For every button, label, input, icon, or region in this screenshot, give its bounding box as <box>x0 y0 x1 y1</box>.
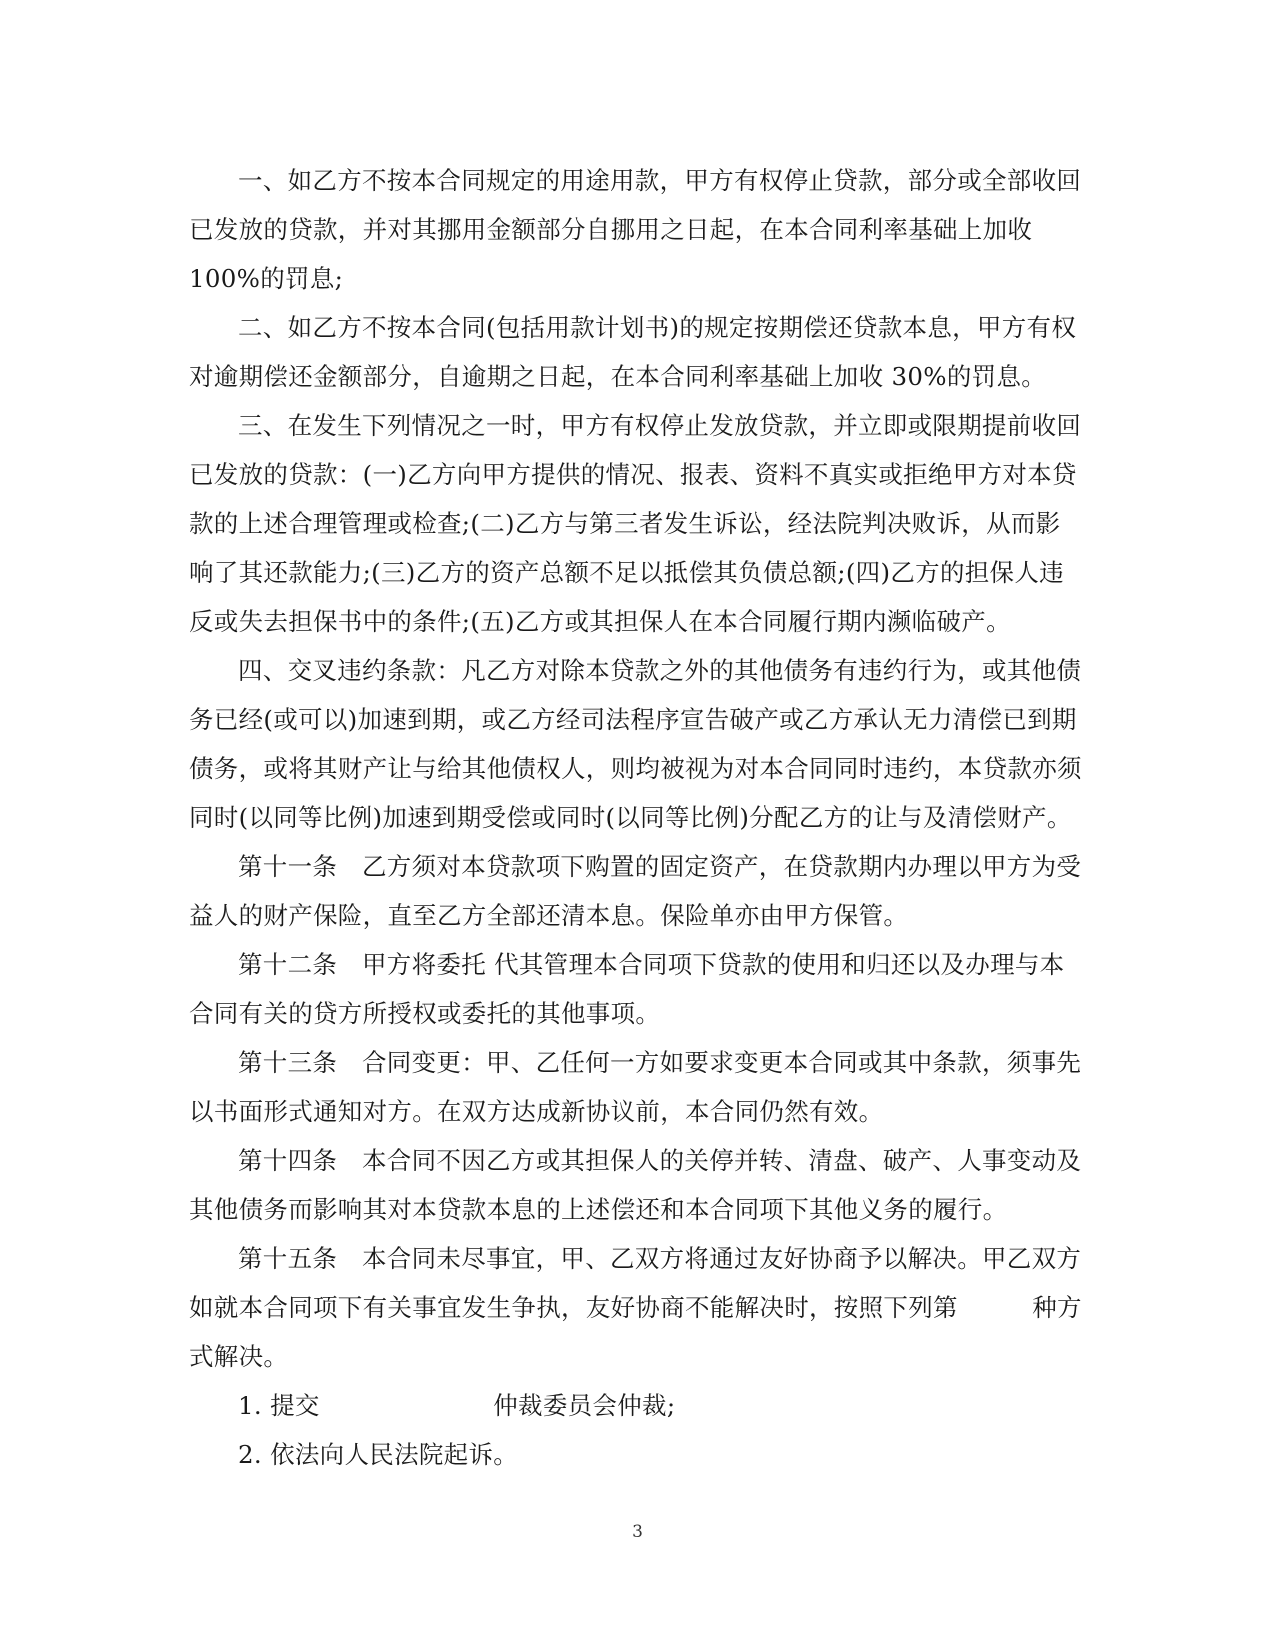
dispute-option-arbitration <box>189 1381 1085 1430</box>
article-15 <box>189 1234 1085 1381</box>
text-line: 已发放的贷款，并对其挪用金额部分自挪用之日起，在本合同利率基础上加收 <box>189 215 1033 244</box>
text-line: 100%的罚息; <box>189 264 344 293</box>
text-line: 第十二条 甲方将委托 代其管理本合同项下贷款的使用和归还以及办理与本 <box>238 950 1065 979</box>
document-body <box>189 156 1085 1479</box>
text-line: 债务，或将其财产让与给其他债权人，则均被视为对本合同同时违约，本贷款亦须 <box>189 754 1082 783</box>
text-line: 务已经(或可以)加速到期，或乙方经司法程序宣告破产或乙方承认无力清偿已到期 <box>189 705 1077 734</box>
text-line: 款的上述合理管理或检查;(二)乙方与第三者发生诉讼，经法院判决败诉，从而影 <box>189 509 1061 538</box>
text-line: 第十四条 本合同不因乙方或其担保人的关停并转、清盘、破产、人事变动及 <box>238 1146 1082 1175</box>
text-line: 四、交叉违约条款：凡乙方对除本贷款之外的其他债务有违约行为，或其他债 <box>238 656 1082 685</box>
text-line: 第十三条 合同变更：甲、乙任何一方如要求变更本合同或其中条款，须事先 <box>238 1048 1082 1077</box>
text-line: 第十五条 本合同未尽事宜，甲、乙双方将通过友好协商予以解决。甲乙双方 <box>238 1244 1082 1273</box>
text-line: 同时(以同等比例)加速到期受偿或同时(以同等比例)分配乙方的让与及清偿财产。 <box>189 803 1072 832</box>
clause-penalty-misuse <box>189 156 1085 303</box>
text-line: 1. 提交 仲裁委员会仲裁; <box>238 1391 676 1420</box>
text-line: 合同有关的贷方所授权或委托的其他事项。 <box>189 999 661 1028</box>
text-line: 如就本合同项下有关事宜发生争执，友好协商不能解决时，按照下列第 种方 <box>189 1293 1082 1322</box>
text-line: 已发放的贷款：(一)乙方向甲方提供的情况、报表、资料不真实或拒绝甲方对本贷 <box>189 460 1077 489</box>
text-line: 第十一条 乙方须对本贷款项下购置的固定资产，在贷款期内办理以甲方为受 <box>238 852 1082 881</box>
text-line: 三、在发生下列情况之一时，甲方有权停止发放贷款，并立即或限期提前收回 <box>238 411 1082 440</box>
article-11 <box>189 842 1085 940</box>
text-line: 对逾期偿还金额部分，自逾期之日起，在本合同利率基础上加收 30%的罚息。 <box>189 362 1047 391</box>
text-line: 二、如乙方不按本合同(包括用款计划书)的规定按期偿还贷款本息，甲方有权 <box>238 313 1077 342</box>
article-12 <box>189 940 1085 1038</box>
text-line: 2. 依法向人民法院起诉。 <box>238 1440 519 1469</box>
text-line: 响了其还款能力;(三)乙方的资产总额不足以抵偿其负债总额;(四)乙方的担保人违 <box>189 558 1064 587</box>
text-line: 以书面形式通知对方。在双方达成新协议前，本合同仍然有效。 <box>189 1097 884 1126</box>
text-line: 式解决。 <box>189 1342 289 1371</box>
text-line: 其他债务而影响其对本贷款本息的上述偿还和本合同项下其他义务的履行。 <box>189 1195 1008 1224</box>
text-line: 反或失去担保书中的条件;(五)乙方或其担保人在本合同履行期内濒临破产。 <box>189 607 1011 636</box>
text-line: 益人的财产保险，直至乙方全部还清本息。保险单亦由甲方保管。 <box>189 901 909 930</box>
article-13 <box>189 1038 1085 1136</box>
article-14 <box>189 1136 1085 1234</box>
text-line: 一、如乙方不按本合同规定的用途用款，甲方有权停止贷款，部分或全部收回 <box>238 166 1082 195</box>
clause-penalty-overdue <box>189 303 1085 401</box>
dispute-option-litigation <box>189 1430 1085 1479</box>
clause-stop-lending <box>189 401 1085 646</box>
page-number: 3 <box>632 1522 643 1542</box>
clause-cross-default <box>189 646 1085 842</box>
